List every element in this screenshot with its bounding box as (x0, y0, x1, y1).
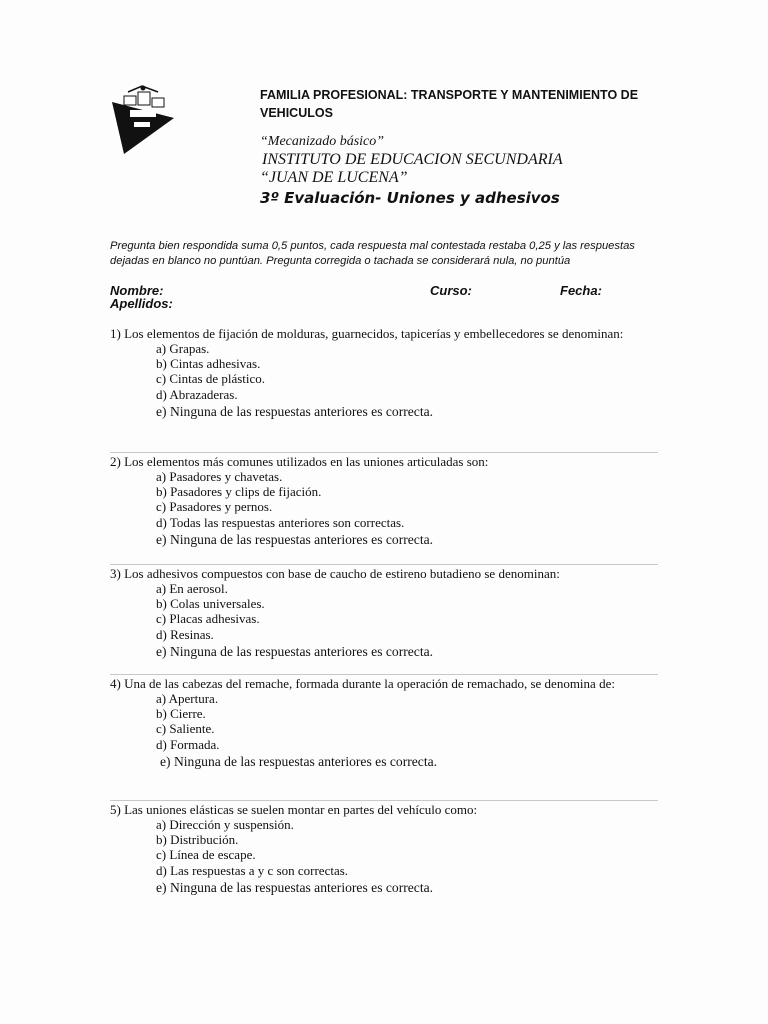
question-5 (110, 802, 658, 897)
question-1 (110, 326, 658, 421)
option-c[interactable]: c) Pasadores y pernos. (156, 499, 273, 515)
school-name: “JUAN DE LUCENA” (260, 169, 408, 186)
option-a[interactable]: a) Grapas. (156, 341, 210, 356)
option-d[interactable]: d) Todas las respuestas anteriores son correctas. (156, 514, 405, 530)
option-a[interactable]: a) Apertura. (156, 691, 219, 706)
option-e[interactable]: e) Ninguna de las respuestas anteriores es correcta. (156, 531, 434, 547)
question-3 (110, 566, 658, 661)
institute-name: INSTITUTO DE EDUCACION SECUNDARIA (262, 151, 563, 168)
question-text: 2) Los elementos más comunes utilizados en las uniones articuladas son: (110, 454, 489, 469)
question-2 (110, 454, 658, 549)
question-text: 1) Los elementos de fijación de molduras, guarnecidos, tapicerías y embellecedores se denominan: (110, 326, 624, 341)
curso-label: Curso: (430, 283, 472, 298)
question-text: 5) Las uniones elásticas se suelen montar en partes del vehículo como: (110, 802, 478, 817)
option-e[interactable]: e) Ninguna de las respuestas anteriores es correcta. (156, 403, 434, 419)
option-c[interactable]: c) Placas adhesivas. (156, 611, 260, 627)
option-e[interactable]: e) Ninguna de las respuestas anteriores es correcta. (156, 643, 434, 659)
separator (110, 674, 658, 675)
question-text: 3) Los adhesivos compuestos con base de caucho de estireno butadieno se denominan: (110, 566, 560, 581)
option-d[interactable]: d) Abrazaderas. (156, 386, 238, 402)
option-b[interactable]: b) Pasadores y clips de fijación. (156, 484, 322, 500)
separator (110, 564, 658, 565)
option-b[interactable]: b) Cierre. (156, 706, 206, 722)
option-a[interactable]: a) Dirección y suspensión. (156, 817, 294, 832)
school-logo (108, 84, 178, 156)
answer-options (110, 581, 658, 661)
option-d[interactable]: d) Resinas. (156, 626, 214, 642)
question-text: 4) Una de las cabezas del remache, formada durante la operación de remachado, se denomina de: (110, 676, 615, 691)
option-c[interactable]: c) Cintas de plástico. (156, 371, 266, 387)
option-e[interactable]: e) Ninguna de las respuestas anteriores es correcta. (160, 753, 438, 769)
option-d[interactable]: d) Formada. (156, 736, 220, 752)
option-b[interactable]: b) Cintas adhesivas. (156, 356, 261, 372)
course-name: “Mecanizado básico” (260, 134, 385, 149)
option-b[interactable]: b) Distribución. (156, 832, 239, 848)
option-a[interactable]: a) En aerosol. (156, 581, 228, 596)
option-c[interactable]: c) Saliente. (156, 721, 215, 737)
exam-instructions: Pregunta bien respondida suma 0,5 puntos, cada respuesta mal contestada restaba 0,25 y las respuestas dejadas en blanco no puntúan. Pregunta corregida o tachada se considerará nula, no puntúa (110, 240, 635, 267)
option-b[interactable]: b) Colas universales. (156, 596, 265, 612)
option-c[interactable]: c) Línea de escape. (156, 847, 256, 863)
option-a[interactable]: a) Pasadores y chavetas. (156, 469, 283, 484)
professional-family: FAMILIA PROFESIONAL: TRANSPORTE Y MANTENIMIENTO DE VEHICULOS (260, 88, 639, 120)
separator (110, 452, 658, 453)
answer-options (110, 691, 658, 771)
question-4 (110, 676, 658, 771)
apellidos-label: Apellidos: (110, 296, 173, 311)
answer-options (110, 817, 658, 897)
answer-options (110, 341, 658, 421)
option-e[interactable]: e) Ninguna de las respuestas anteriores es correcta. (156, 879, 434, 895)
fecha-label: Fecha: (560, 283, 602, 298)
answer-options (110, 469, 658, 549)
nombre-label: Nombre: (110, 283, 164, 298)
option-d[interactable]: d) Las respuestas a y c son correctas. (156, 862, 349, 878)
evaluation-title: 3º Evaluación- Uniones y adhesivos (260, 189, 560, 207)
separator (110, 800, 658, 801)
